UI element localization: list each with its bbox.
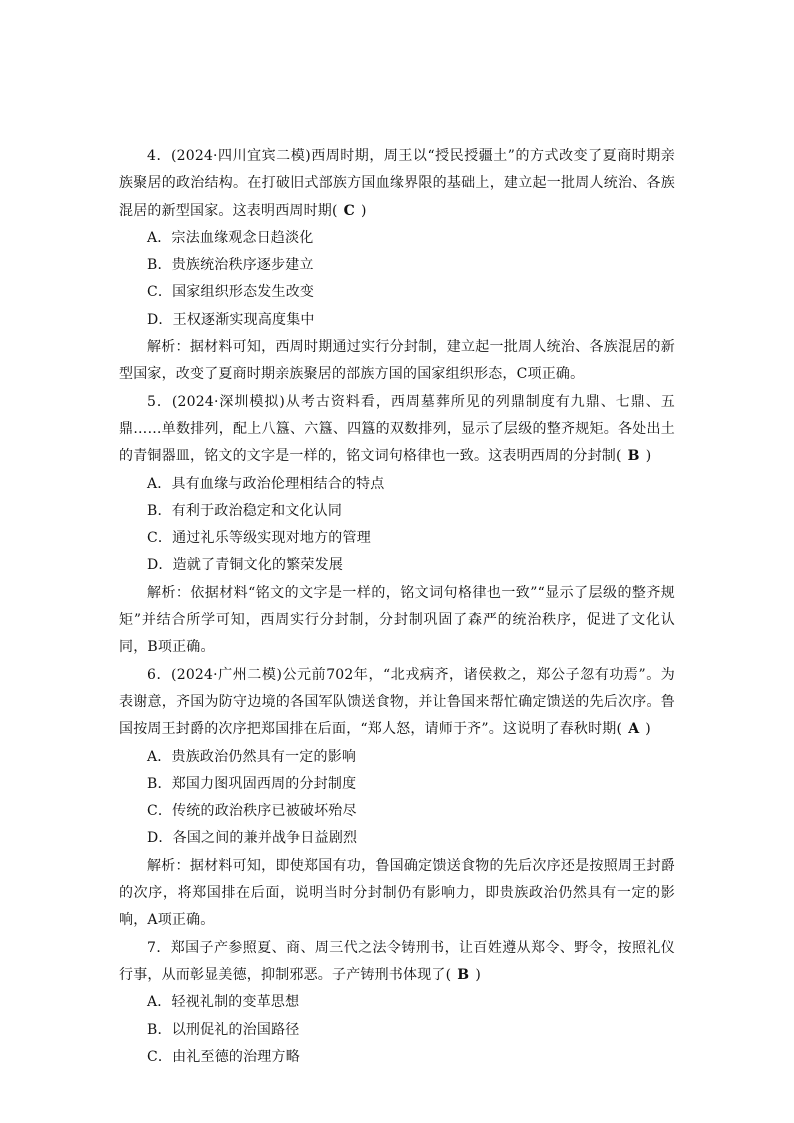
option-c: C．传统的政治秩序已被破坏殆尽 bbox=[147, 803, 357, 820]
answer-letter: B bbox=[457, 966, 470, 983]
stem-close: ) bbox=[645, 448, 652, 465]
question-5 bbox=[119, 389, 675, 662]
option-c: C．由礼至德的治理方略 bbox=[147, 1048, 300, 1065]
stem-close: ) bbox=[645, 721, 651, 738]
option-d: D．王权逐渐实现高度集中 bbox=[147, 311, 315, 328]
question-list bbox=[119, 143, 675, 1071]
question-7 bbox=[119, 935, 675, 1071]
question-4 bbox=[119, 143, 675, 389]
stem-text: 7．郑国子产参照夏、商、周三代之法令铸刑书，让百姓遵从郑令、野令，按照礼仪行事，从而彰显美德，抑制邪恶。子产铸刑书体现了( bbox=[119, 939, 675, 983]
stem-text: 4．(2024·四川宜宾二模)西周时期，周王以“授民授疆土”的方式改变了夏商时期亲族聚居的政治结构。在打破旧式部族方国血缘界限的基础上，建立起一批周人统治、各族混居的新型国家。这表明西周时期( bbox=[119, 148, 675, 219]
answer-letter: A bbox=[628, 721, 640, 738]
question-stem bbox=[119, 143, 675, 225]
question-stem bbox=[119, 935, 675, 990]
option-a: A．具有血缘与政治伦理相结合的特点 bbox=[147, 475, 385, 492]
option-c: C．通过礼乐等级实现对地方的管理 bbox=[147, 530, 371, 547]
answer-letter: B bbox=[627, 448, 640, 465]
analysis-text: 解析：依据材料“铭文的文字是一样的，铭文词句格律也一致”“显示了层级的整齐规矩”并结合所学可知，西周实行分封制，分封制巩固了森严的统治秩序，促进了文化认同，B项正确。 bbox=[119, 584, 675, 656]
option-c: C．国家组织形态发生改变 bbox=[147, 284, 315, 301]
answer-letter: C bbox=[343, 202, 356, 219]
stem-close: ) bbox=[475, 966, 481, 983]
option-d: D．造就了青铜文化的繁荣发展 bbox=[147, 557, 344, 574]
option-a: A．轻视礼制的变革思想 bbox=[147, 994, 300, 1011]
option-b: B．郑国力图巩固西周的分封制度 bbox=[147, 775, 357, 792]
option-b: B．以刑促礼的治国路径 bbox=[147, 1021, 300, 1038]
analysis-text: 解析：据材料可知，西周时期通过实行分封制，建立起一批周人统治、各族混居的新型国家，改变了夏商时期亲族聚居的部族方国的国家组织形态，C项正确。 bbox=[119, 339, 675, 383]
stem-text: 5．(2024·深圳模拟)从考古资料看，西周墓葬所见的列鼎制度有九鼎、七鼎、五鼎……单数排列，配上八簋、六簋、四簋的双数排列，显示了层级的整齐规矩。各处出土的青铜器皿，铭文的文字是一样的，铭文词句格律也一致。这表明西周的分封制( bbox=[119, 393, 675, 465]
option-b: B．贵族统治秩序逐步建立 bbox=[147, 257, 314, 274]
stem-text: 6．(2024·广州二模)公元前702年，“北戎病齐，诸侯救之，郑公子忽有功焉”。为表谢意，齐国为防守边境的各国军队馈送食物，并让鲁国来帮忙确定馈送的先后次序。鲁国按周王封爵的次序把郑国排在后面，“郑人怒，请师于齐”。这说明了春秋时期( bbox=[119, 666, 675, 738]
question-stem bbox=[119, 389, 675, 471]
stem-close: ) bbox=[361, 202, 367, 219]
option-a: A．贵族政治仍然具有一定的影响 bbox=[147, 748, 357, 765]
question-stem bbox=[119, 662, 675, 744]
option-d: D．各国之间的兼并战争日益剧烈 bbox=[147, 830, 358, 847]
question-6 bbox=[119, 662, 675, 935]
option-b: B．有利于政治稳定和文化认同 bbox=[147, 502, 343, 519]
option-a: A．宗法血缘观念日趋淡化 bbox=[147, 229, 314, 246]
analysis-text: 解析：据材料可知，即使郑国有功，鲁国确定馈送食物的先后次序还是按照周王封爵的次序，将郑国排在后面，说明当时分封制仍有影响力，即贵族政治仍然具有一定的影响，A项正确。 bbox=[119, 857, 675, 929]
